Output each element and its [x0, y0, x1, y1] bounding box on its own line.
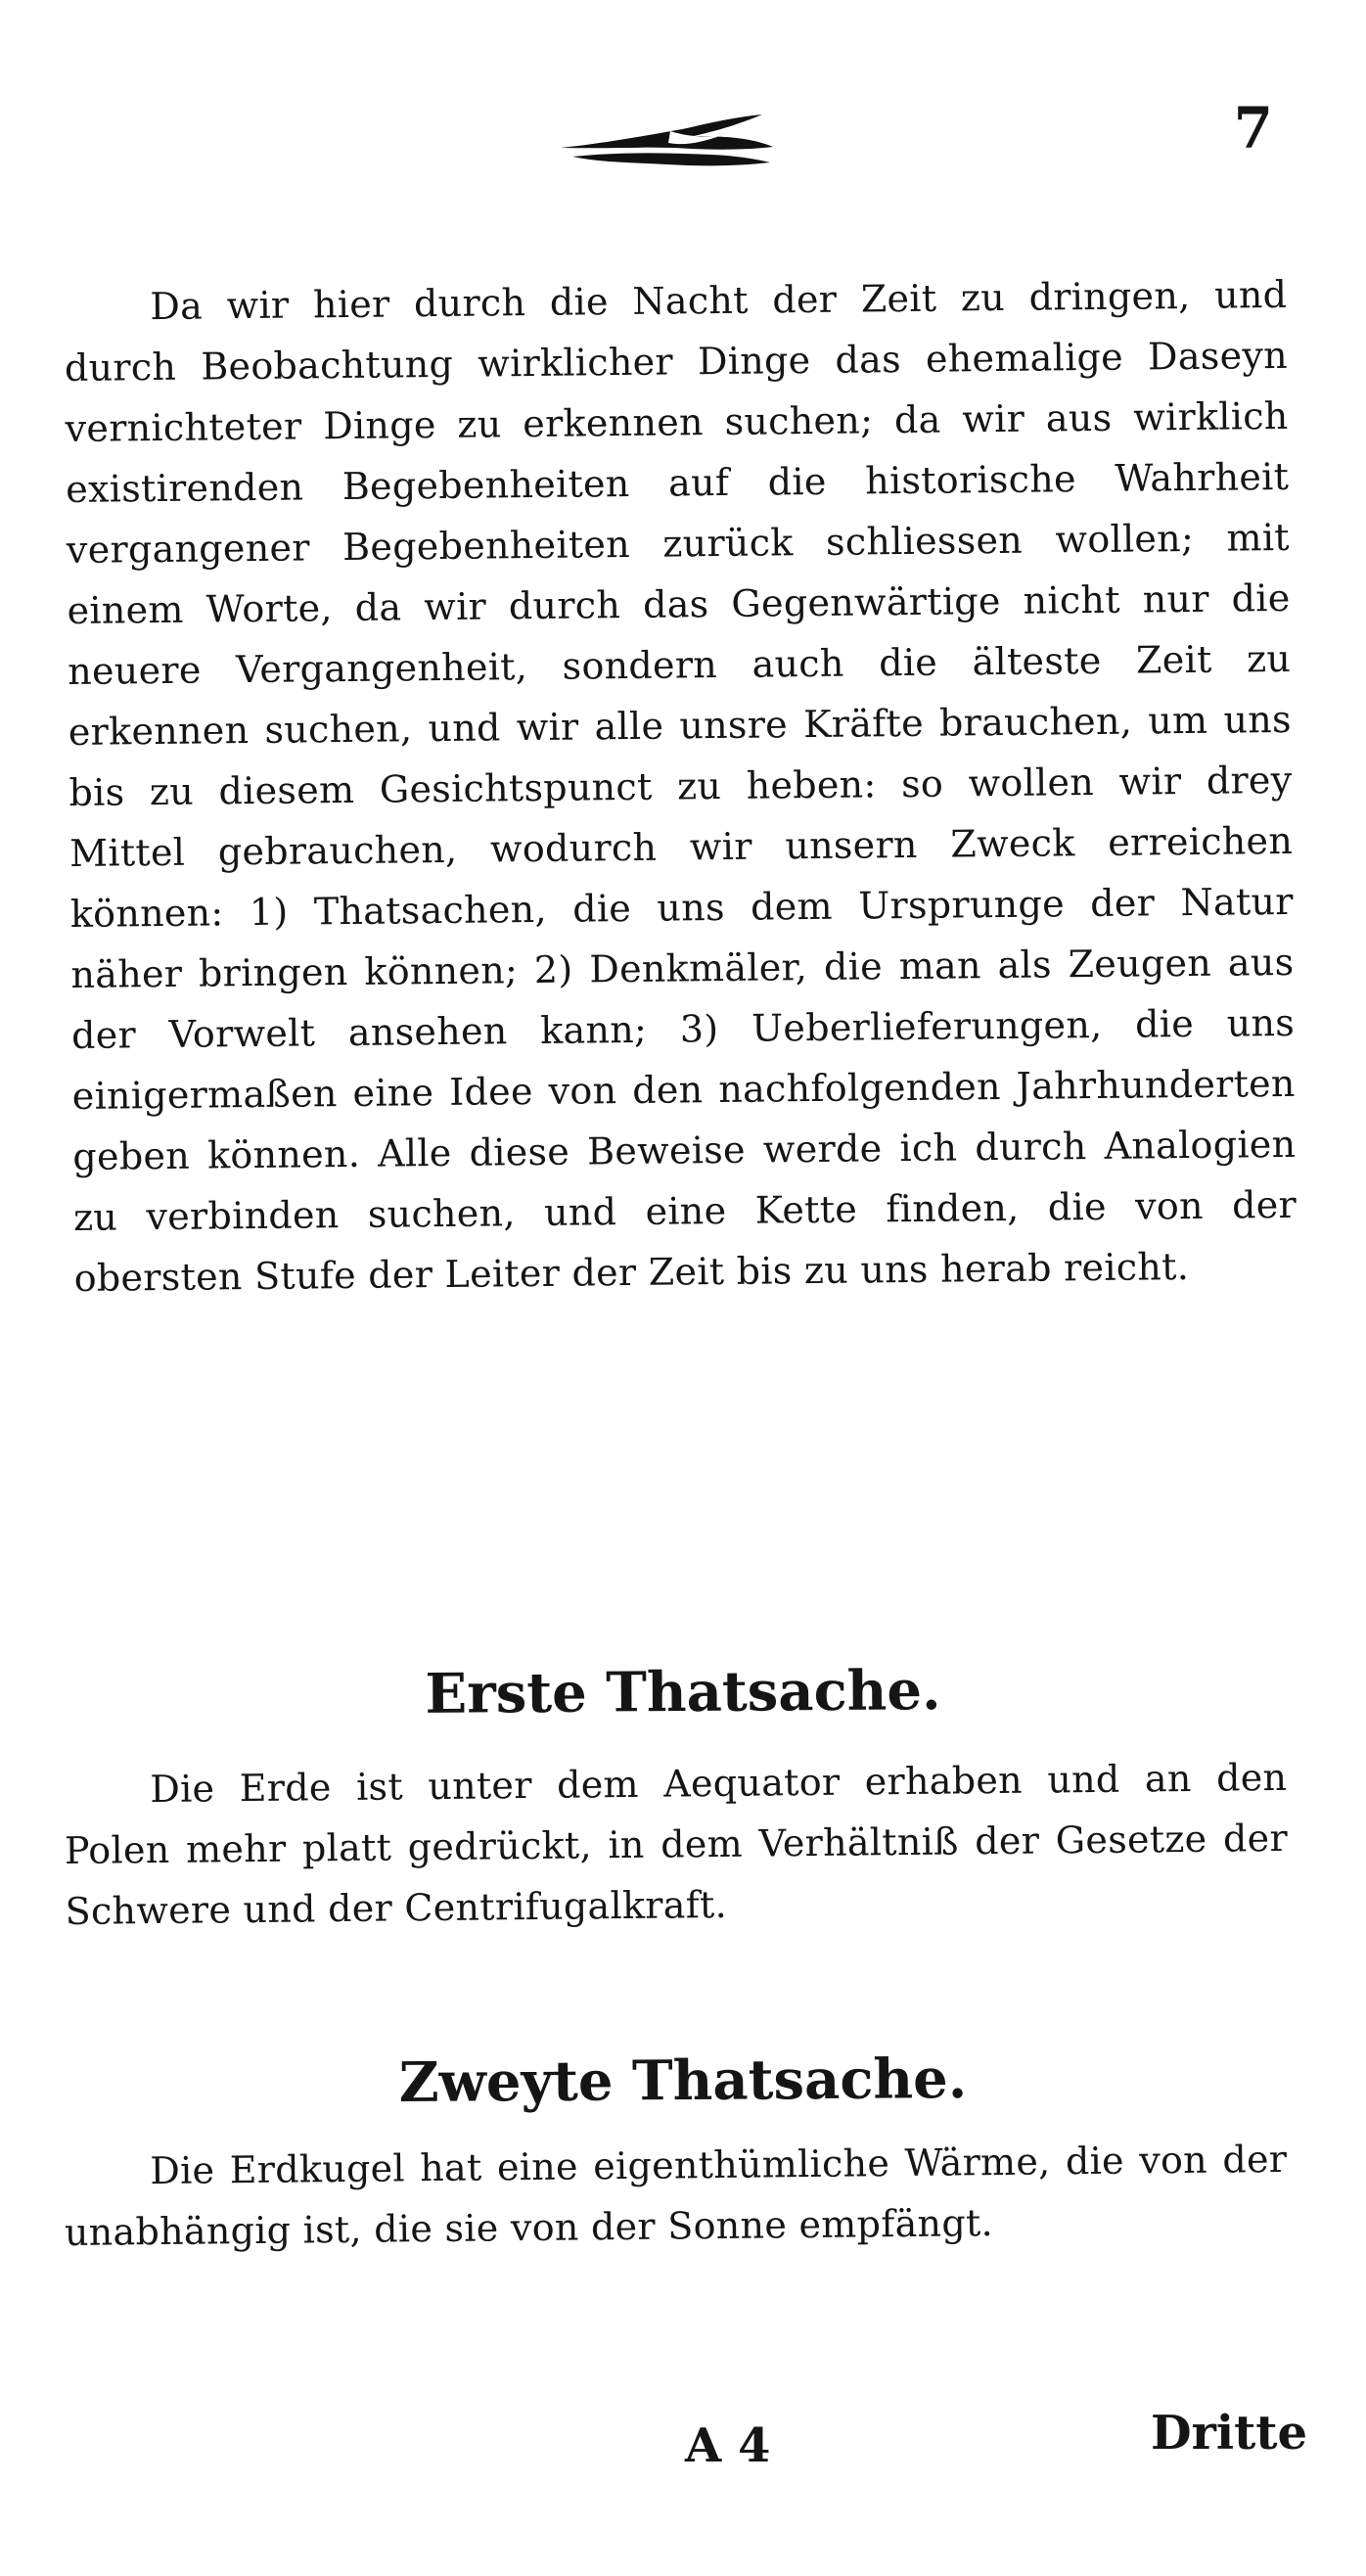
section-title-second-fact: Zweyte Thatsache.: [398, 2047, 968, 2116]
printer-signature: A 4: [685, 2418, 771, 2473]
intro-paragraph: Da wir hier durch die Nacht der Zeit zu dringen, und durch Beobachtung wirklicher Dinge das ehemalige Daseyn vernichteter Dinge zu erkennen suchen; da wir aus wirklich existirenden Begebenheiten auf die historische Wahrheit vergangener Begebenheiten zurück schliessen wollen; mit einem Worte, da wir durch das Gegenwärtige nicht nur die neuere Vergangenheit, sondern auch die älteste Zeit zu erkennen suchen, und wir alle unsre Kräfte brauchen, um uns bis zu diesem Gesichtspunct zu heben: so wollen wir drey Mittel gebrauchen, wodurch wir unsern Zweck erreichen können: 1) Thatsachen, die uns dem Ursprunge der Natur näher bringen können; 2) Denkmäler, die man als Zeugen aus der Vorwelt ansehen kann; 3) Ueberlieferungen, die uns einigermaßen eine Idee von den nachfolgenden Jahrhunderten geben können. Alle diese Beweise werde ich durch Analogien zu verbinden suchen, und eine Kette finden, die von der obersten Stufe der Leiter der Zeit bis zu uns herab reicht.: [64, 272, 1298, 1300]
page-number: 7: [1233, 95, 1273, 161]
catchword: Dritte: [1150, 2406, 1307, 2461]
section-title-first-fact: Erste Thatsache.: [425, 1658, 941, 1727]
decorative-ornament-icon: [553, 106, 783, 179]
section-text-second-fact: Die Erdkugel hat eine eigenthümliche Wärme, die von der unabhängig ist, die sie von der Sonne empfängt.: [64, 2137, 1288, 2254]
section-text-first-fact: Die Erde ist unter dem Aequator erhaben und an den Polen mehr platt gedrückt, in dem Verhältniß der Gesetze der Schwere und der Centrifugalkraft.: [64, 1755, 1289, 1933]
